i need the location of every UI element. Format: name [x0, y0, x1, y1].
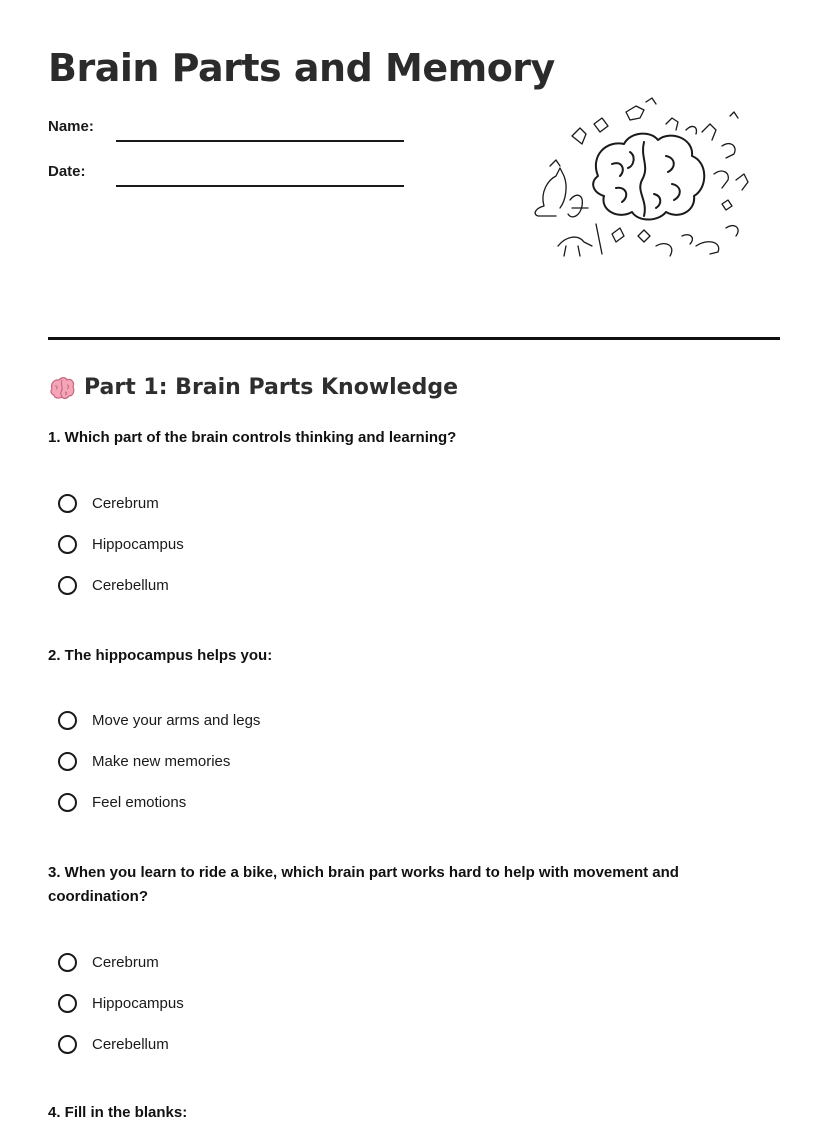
- date-field[interactable]: [48, 163, 408, 187]
- radio-button[interactable]: [58, 752, 77, 771]
- question-2: 2. The hippocampus helps you:: [48, 647, 273, 664]
- option-label: Hippocampus: [92, 535, 184, 553]
- q3-option-2[interactable]: [58, 990, 184, 1016]
- date-line[interactable]: [116, 185, 404, 187]
- q1-option-2[interactable]: [58, 531, 184, 557]
- q1-option-1[interactable]: [58, 490, 159, 516]
- brain-with-animals-illustration: [526, 96, 758, 264]
- radio-button[interactable]: [58, 953, 77, 972]
- option-label: Cerebrum: [92, 953, 159, 971]
- radio-button[interactable]: [58, 1035, 77, 1054]
- radio-button[interactable]: [58, 711, 77, 730]
- q2-option-1[interactable]: [58, 707, 260, 733]
- page-title: Brain Parts and Memory: [48, 46, 555, 90]
- name-label: Name:: [48, 118, 94, 135]
- part1-heading: [48, 375, 458, 400]
- part1-heading-text: Part 1: Brain Parts Knowledge: [84, 375, 459, 400]
- name-field[interactable]: [48, 118, 408, 142]
- q1-option-3[interactable]: [58, 572, 169, 598]
- radio-button[interactable]: [58, 793, 77, 812]
- radio-button[interactable]: [58, 994, 77, 1013]
- q2-option-3[interactable]: [58, 789, 186, 815]
- radio-button[interactable]: [58, 535, 77, 554]
- radio-button[interactable]: [58, 494, 77, 513]
- option-label: Cerebellum: [92, 576, 169, 594]
- q3-option-1[interactable]: [58, 949, 159, 975]
- q3-option-3[interactable]: [58, 1031, 169, 1057]
- q2-option-2[interactable]: [58, 748, 230, 774]
- question-3: 3. When you learn to ride a bike, which brain part works hard to help with movement and coordination?: [48, 864, 679, 905]
- radio-button[interactable]: [58, 576, 77, 595]
- question-4: 4. Fill in the blanks:: [48, 1104, 188, 1121]
- option-label: Move your arms and legs: [92, 711, 261, 729]
- question-1: 1. Which part of the brain controls thinking and learning?: [48, 429, 457, 446]
- option-label: Cerebellum: [92, 1035, 169, 1053]
- option-label: Cerebrum: [92, 494, 159, 512]
- brain-emoji-icon: [48, 376, 76, 400]
- name-line[interactable]: [116, 140, 404, 142]
- section-divider: [48, 337, 780, 340]
- brain-icon: [593, 134, 704, 220]
- option-label: Feel emotions: [92, 793, 187, 811]
- option-label: Hippocampus: [92, 994, 184, 1012]
- option-label: Make new memories: [92, 752, 231, 770]
- animal-doodles: [535, 98, 748, 256]
- date-label: Date:: [48, 163, 86, 180]
